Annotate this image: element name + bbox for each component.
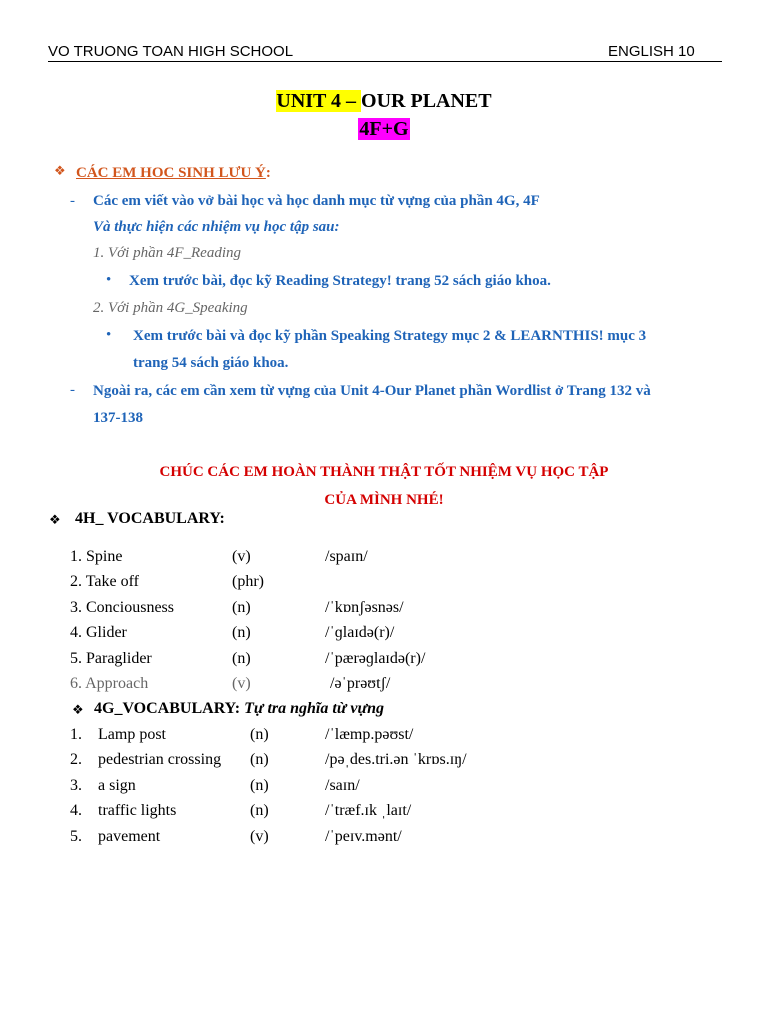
- vocab-word: traffic lights: [98, 802, 177, 819]
- vocab-pos: (n): [250, 726, 269, 743]
- notice-heading: CÁC EM HOC SINH LƯU Ý:: [76, 165, 271, 181]
- vocab-num: 5.: [70, 828, 82, 845]
- diamond-bullet-icon: ❖: [54, 163, 66, 178]
- vocab-ipa: /pəˌdes.tri.ən ˈkrɒs.ɪŋ/: [325, 751, 467, 768]
- diamond-bullet-icon: ❖: [49, 512, 61, 527]
- task-1-detail: Xem trước bài, đọc kỹ Reading Strategy! trang 52 sách giáo khoa.: [129, 273, 551, 289]
- vocab-ipa: /ˈpærəɡlaɪdə(r)/: [325, 650, 426, 667]
- wish-line-1: CHÚC CÁC EM HOÀN THÀNH THẬT TỐT NHIỆM VỤ HỌC TẬP: [159, 464, 609, 480]
- vocab-ipa: /spaɪn/: [325, 548, 368, 565]
- vocab-pos: (n): [232, 650, 251, 667]
- task-2-detail-2: trang 54 sách giáo khoa.: [133, 355, 289, 371]
- vocab-pos: (n): [232, 599, 251, 616]
- subject-name: ENGLISH 10: [608, 43, 695, 60]
- vocab-pos: (n): [250, 751, 269, 768]
- vocab-word: a sign: [98, 777, 136, 794]
- vocab-4g-heading: 4G_VOCABULARY: Tự tra nghĩa từ vựng: [94, 700, 384, 717]
- vocab-num: 4.: [70, 802, 82, 819]
- wish-line-2: CỦA MÌNH NHÉ!: [324, 492, 444, 508]
- vocab-word: 5. Paraglider: [70, 650, 152, 667]
- vocab-ipa: /ˈpeɪv.mənt/: [325, 828, 402, 845]
- vocab-pos: (v): [232, 675, 251, 692]
- vocab-word: 6. Approach: [70, 675, 149, 692]
- vocab-word: pavement: [98, 828, 161, 845]
- round-bullet: •: [106, 272, 112, 288]
- vocab-pos: (v): [250, 828, 269, 845]
- vocab-pos: (n): [232, 624, 251, 641]
- extra-line-2: 137-138: [93, 410, 143, 426]
- extra-line-1: Ngoài ra, các em cần xem từ vựng của Unit 4-Our Planet phần Wordlist ở Trang 132 và: [93, 383, 651, 399]
- notice-line-2: Và thực hiện các nhiệm vụ học tập sau:: [93, 219, 340, 235]
- round-bullet: •: [106, 327, 112, 343]
- vocab-ipa: /saɪn/: [325, 777, 360, 794]
- vocab-word: 3. Conciousness: [70, 599, 174, 616]
- task-2-detail-1: Xem trước bài và đọc kỹ phần Speaking Strategy mục 2 & LEARNTHIS! mục 3: [133, 328, 647, 344]
- vocab-ipa: /ˈlæmp.pəʊst/: [325, 726, 414, 743]
- vocab-ipa: /əˈprəʊtʃ/: [330, 675, 391, 692]
- page-header: [48, 43, 722, 62]
- dash-bullet: -: [70, 382, 75, 398]
- vocab-pos: (phr): [232, 573, 264, 590]
- unit-title-rest: OUR PLANET: [361, 90, 492, 112]
- unit-subtitle: [0, 118, 768, 141]
- vocab-ipa: /ˈkɒnʃəsnəs/: [325, 599, 404, 616]
- vocab-4h-heading: 4H_ VOCABULARY:: [75, 510, 225, 527]
- diamond-bullet-icon: ❖: [72, 702, 84, 717]
- unit-title: [0, 90, 768, 113]
- vocab-word: pedestrian crossing: [98, 751, 222, 768]
- unit-subtitle-highlight: 4F+G: [359, 118, 409, 140]
- vocab-word: 1. Spine: [70, 548, 123, 565]
- vocab-ipa: /ˈtræf.ɪk ˌlaɪt/: [325, 802, 412, 819]
- vocab-pos: (n): [250, 777, 269, 794]
- vocab-num: 3.: [70, 777, 82, 794]
- vocab-word: 2. Take off: [70, 573, 139, 590]
- notice-line-1: Các em viết vào vở bài học và học danh mục từ vựng của phần 4G, 4F: [93, 193, 540, 209]
- task-1-title: 1. Với phần 4F_Reading: [93, 245, 241, 261]
- school-name: VO TRUONG TOAN HIGH SCHOOL: [48, 43, 294, 60]
- task-2-title: 2. Với phần 4G_Speaking: [93, 300, 248, 316]
- vocab-num: 2.: [70, 751, 82, 768]
- dash-bullet: -: [70, 193, 75, 209]
- vocab-pos: (v): [232, 548, 251, 565]
- vocab-word: Lamp post: [98, 726, 166, 743]
- vocab-num: 1.: [70, 726, 82, 743]
- unit-title-highlight: UNIT 4 –: [276, 90, 362, 112]
- vocab-word: 4. Glider: [70, 624, 127, 641]
- vocab-pos: (n): [250, 802, 269, 819]
- vocab-ipa: /ˈɡlaɪdə(r)/: [325, 624, 395, 641]
